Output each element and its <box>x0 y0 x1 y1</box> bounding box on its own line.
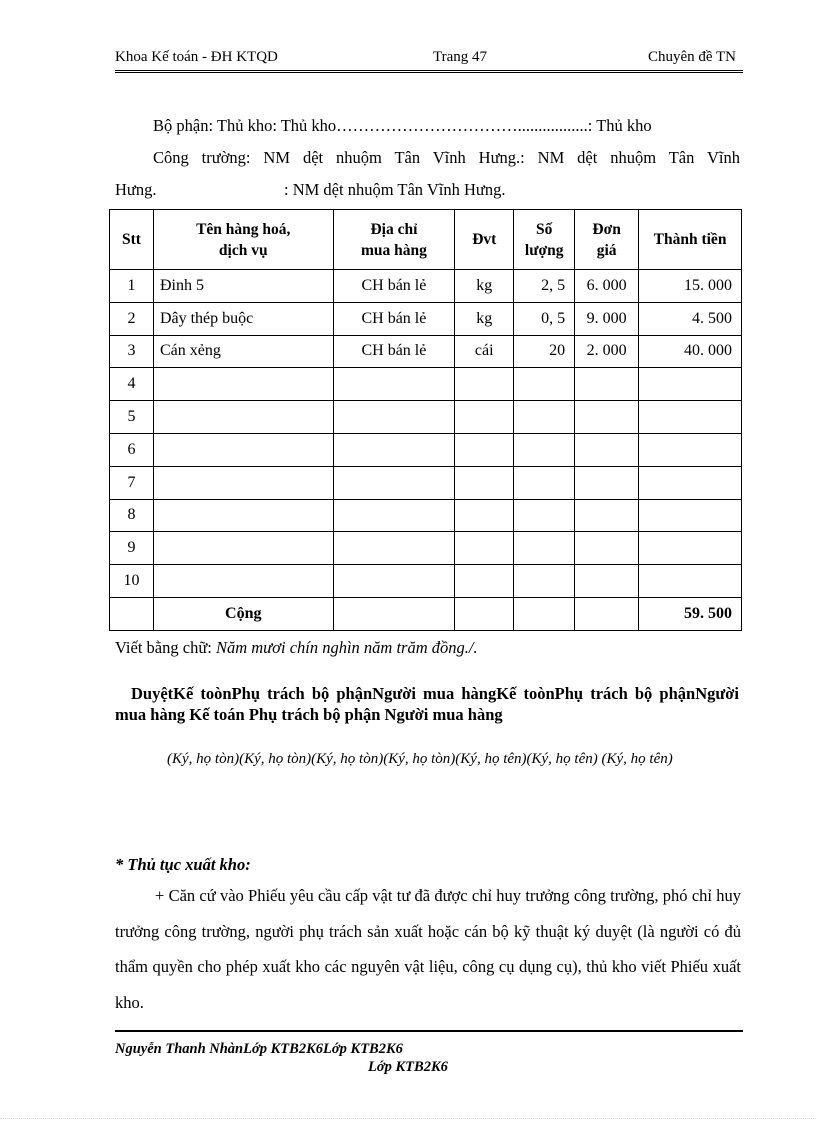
table-header-row <box>110 210 742 270</box>
amount-in-words <box>115 638 478 658</box>
col-name <box>153 210 333 270</box>
cell-name <box>153 433 333 466</box>
cell-qty <box>514 433 575 466</box>
cell-qty: 0, 5 <box>514 302 575 335</box>
cell-address <box>333 499 455 532</box>
site-line: Công trường: NM dệt nhuộm Tân Vĩnh Hưng.: NM dệt nhuộm Tân Vĩnh <box>153 148 740 167</box>
cell-unit <box>455 368 514 401</box>
cell-price: 2. 000 <box>575 335 639 368</box>
cell-name <box>153 401 333 434</box>
cell-unit <box>455 499 514 532</box>
cell-name <box>153 368 333 401</box>
cell-address <box>333 532 455 565</box>
cell-qty <box>514 499 575 532</box>
cell-total: 4. 500 <box>639 302 742 335</box>
table-total-row <box>110 597 742 630</box>
cell-qty <box>514 466 575 499</box>
department-line: Bộ phận: Thủ kho: Thủ kho…………………………….................: Thủ kho <box>153 116 652 135</box>
col-address <box>333 210 455 270</box>
cell-stt: 3 <box>110 335 154 368</box>
cell-total <box>639 368 742 401</box>
cell-qty <box>514 565 575 598</box>
cell-name <box>153 565 333 598</box>
table-body <box>110 270 742 631</box>
amount-in-words-label: Viết bằng chữ: <box>115 638 212 657</box>
table-row <box>110 270 742 303</box>
cell-address: CH bán lẻ <box>333 302 455 335</box>
cell-stt: 5 <box>110 401 154 434</box>
table-row <box>110 335 742 368</box>
col-name-1: Tên hàng hoá, <box>196 220 291 238</box>
cell-stt: 8 <box>110 499 154 532</box>
col-address-2: mua hàng <box>360 241 427 259</box>
cell-price <box>575 368 639 401</box>
col-price <box>575 210 639 270</box>
table-row <box>110 433 742 466</box>
header-subject: Chuyên đề TN <box>647 49 736 65</box>
cell-stt: 6 <box>110 433 154 466</box>
cell-qty <box>514 368 575 401</box>
cell-total <box>639 401 742 434</box>
cell-price: 9. 000 <box>575 302 639 335</box>
cell-price <box>575 401 639 434</box>
cell-total <box>639 466 742 499</box>
cell-unit <box>455 466 514 499</box>
cell-name <box>153 532 333 565</box>
cell-total <box>639 499 742 532</box>
page-edge <box>0 1118 816 1119</box>
cell-unit: kg <box>455 302 514 335</box>
cell-address <box>333 433 455 466</box>
cell-price <box>575 499 639 532</box>
cell-price <box>575 466 639 499</box>
col-unit: Đvt <box>455 210 514 270</box>
cell-stt: 2 <box>110 302 154 335</box>
cell-stt: 1 <box>110 270 154 303</box>
cell-stt-empty <box>110 597 154 630</box>
cell-name <box>153 499 333 532</box>
col-total: Thành tiền <box>639 210 742 270</box>
procedure-paragraph: + Căn cứ vào Phiếu yêu cầu cấp vật tư đã được chỉ huy trưởng công trường, phó chỉ huy trưởng công trường, người phụ trách sản xuất hoặc cán bộ kỹ thuật ký duyệt (là người có đủ thẩm quyền cho phép xuất kho các nguyên vật liệu, công cụ dụng cụ), thủ kho viết Phiếu xuất kho. <box>115 886 741 1013</box>
signature-notes <box>115 749 739 769</box>
signature-notes-text: (Ký, họ tòn)(Ký, họ tòn)(Ký, họ tòn)(Ký, họ tòn)(Ký, họ tên)(Ký, họ tên) (Ký, họ tên) <box>167 751 673 767</box>
cell-price <box>575 532 639 565</box>
col-price-2: giá <box>596 241 617 259</box>
cell-address: CH bán lẻ <box>333 270 455 303</box>
cell-empty <box>455 597 514 630</box>
site-line-cont-2: : NM dệt nhuộm Tân Vĩnh Hưng. <box>284 180 506 199</box>
header-page-number: Trang 47 <box>433 49 488 65</box>
signature-titles <box>115 683 739 725</box>
table-row <box>110 532 742 565</box>
cell-name: Đinh 5 <box>153 270 333 303</box>
goods-table <box>109 209 742 631</box>
cell-price <box>575 565 639 598</box>
cell-unit: cái <box>455 335 514 368</box>
cell-address <box>333 565 455 598</box>
footer-author: Nguyễn Thanh NhànLớp KTB2K6Lớp KTB2K6 <box>115 1041 403 1057</box>
col-stt: Stt <box>110 210 154 270</box>
cell-stt: 9 <box>110 532 154 565</box>
cell-qty: 20 <box>514 335 575 368</box>
table-row <box>110 499 742 532</box>
cell-address: CH bán lẻ <box>333 335 455 368</box>
col-qty-2: lượng <box>524 241 564 259</box>
cell-unit <box>455 532 514 565</box>
table-row <box>110 565 742 598</box>
cell-total <box>639 532 742 565</box>
header-faculty: Khoa Kế toán - ĐH KTQD <box>115 49 278 65</box>
cell-name: Cán xẻng <box>153 335 333 368</box>
table-row <box>110 302 742 335</box>
cell-total: 40. 000 <box>639 335 742 368</box>
footer-class: Lớp KTB2K6 <box>368 1059 448 1075</box>
col-qty-1: Số <box>536 220 553 238</box>
cell-unit <box>455 565 514 598</box>
col-qty <box>514 210 575 270</box>
cell-total: 15. 000 <box>639 270 742 303</box>
cell-stt: 10 <box>110 565 154 598</box>
page-header <box>115 48 742 68</box>
table-row <box>110 466 742 499</box>
cell-total <box>639 565 742 598</box>
cell-stt: 7 <box>110 466 154 499</box>
header-rule <box>115 70 743 73</box>
cell-price <box>575 433 639 466</box>
signature-titles-text: DuyệtKế toònPhụ trách bộ phậnNgười mua hàngKế toònPhụ trách bộ phậnNgười mua hàng Kế toán Phụ trách bộ phận Người mua hàng <box>115 684 739 724</box>
cell-address <box>333 401 455 434</box>
amount-in-words-value: Năm mươi chín nghìn năm trăm đồng./. <box>215 638 478 657</box>
cell-unit <box>455 433 514 466</box>
cell-empty <box>333 597 455 630</box>
total-label: Cộng <box>153 597 333 630</box>
cell-total <box>639 433 742 466</box>
cell-qty <box>514 532 575 565</box>
site-line-cont: Hưng. <box>115 180 157 199</box>
cell-address <box>333 368 455 401</box>
cell-name: Dây thép buộc <box>153 302 333 335</box>
footer-rule <box>115 1030 743 1032</box>
table-row <box>110 401 742 434</box>
table-row <box>110 368 742 401</box>
cell-stt: 4 <box>110 368 154 401</box>
cell-qty <box>514 401 575 434</box>
cell-empty <box>575 597 639 630</box>
cell-qty: 2, 5 <box>514 270 575 303</box>
cell-address <box>333 466 455 499</box>
col-address-1: Địa chỉ <box>370 220 418 238</box>
procedure-heading: * Thủ tục xuất kho: <box>115 855 251 874</box>
col-price-1: Đơn <box>592 220 621 238</box>
total-value: 59. 500 <box>639 597 742 630</box>
cell-empty <box>514 597 575 630</box>
cell-unit: kg <box>455 270 514 303</box>
cell-unit <box>455 401 514 434</box>
cell-price: 6. 000 <box>575 270 639 303</box>
col-name-2: dịch vụ <box>218 241 268 259</box>
cell-name <box>153 466 333 499</box>
